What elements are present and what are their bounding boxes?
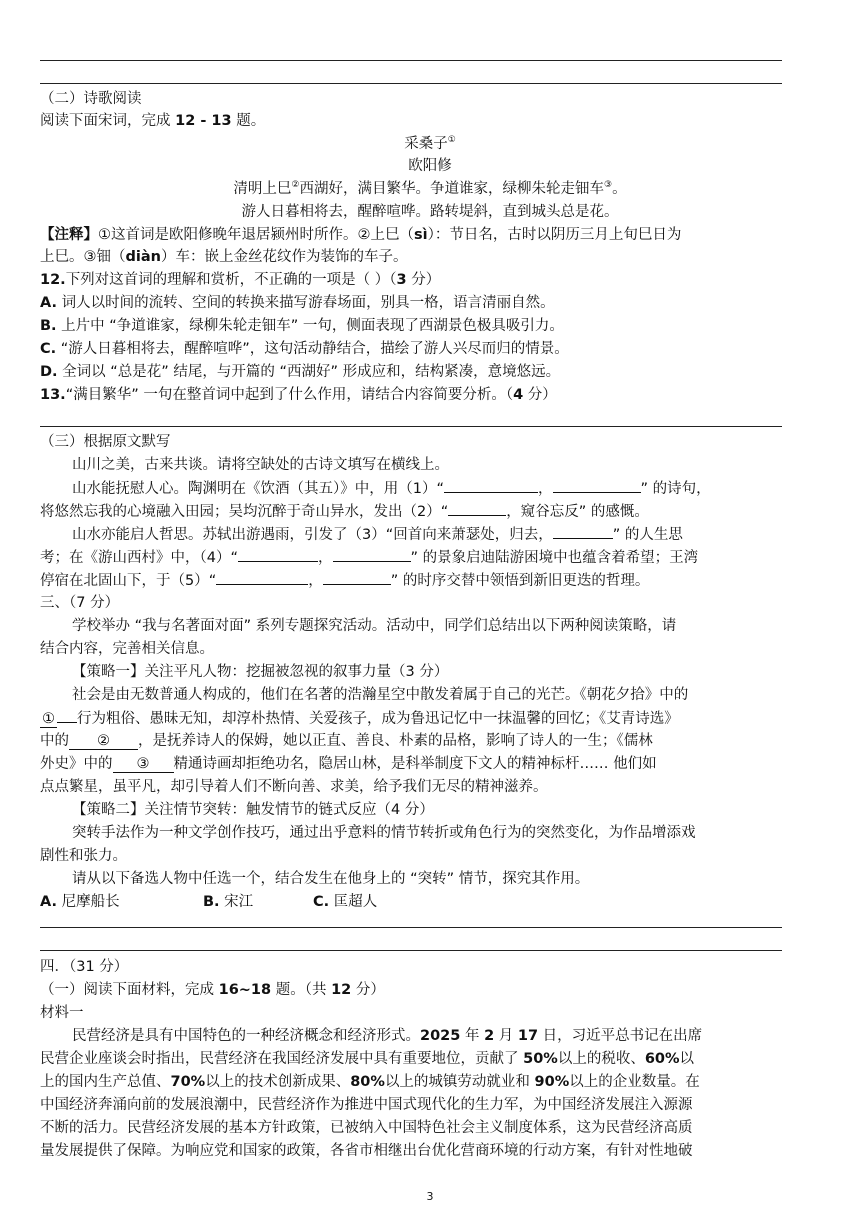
answer-line — [40, 426, 782, 427]
question-12: 12.下列对这首词的理解和赏析，不正确的一项是（ ）（3 分） — [40, 272, 441, 288]
poem-notes-cont: 上巳。③钿（diàn）车：嵌上金丝花纹作为装饰的车子。 — [40, 249, 408, 265]
section-heading-poetry: （二）诗歌阅读 — [40, 91, 142, 107]
recite-line-2: 将悠然忘我的心境融入田园；吴均沉醉于奇山异水，发出（2）“ ，窥谷忘反” 的感慨。 — [40, 500, 820, 523]
fill-blank[interactable] — [323, 569, 391, 585]
material-text: 民营企业座谈会时指出，民营经济在我国经济发展中具有重要地位，贡献了 50%以上的税收、60%以 — [40, 1051, 695, 1067]
strategy-2-text: 突转手法作为一种文学创作技巧，通过出乎意料的情节转折或角色行为的突然变化，为作品增添戏 — [72, 825, 696, 841]
fill-blank-3[interactable]: ③ — [113, 756, 174, 773]
recite-line-4: 考；在《游山西村》中，（4）“ ， ” 的景象启迪陆游困境中也蕴含着希望；王湾 — [40, 546, 820, 569]
strategy-1-text: ① 行为粗俗、愚昧无知，却淳朴热情、关爱孩子，成为鲁迅记忆中一抹温馨的回忆；《艾青诗选》 — [40, 707, 820, 730]
choice-b: B. 宋江 — [203, 894, 254, 910]
material-text: 中国经济奔涌向前的发展浪潮中，民营经济作为推进中国式现代化的生力军，为中国经济发展注入源源 — [40, 1097, 693, 1113]
fill-blank[interactable] — [553, 477, 641, 493]
fill-blank[interactable] — [216, 569, 308, 585]
option-b: B. 上片中 “争道谁家，绿柳朱轮走钿车” 一句，侧面表现了西湖景色极具吸引力。 — [40, 318, 564, 334]
strategy-1-text: 社会是由无数普通人构成的，他们在名著的浩瀚星空中散发着属于自己的光芒。《朝花夕拾》中的 — [72, 687, 689, 703]
part3-intro: 学校举办 “我与名著面对面” 系列专题探究活动。活动中，同学们总结出以下两种阅读策略，请 — [72, 618, 677, 634]
poem-author: 欧阳修 — [408, 158, 452, 174]
recite-line-1: 山水能抚慰人心。陶渊明在《饮酒（其五）》中，用（1）“ ， ” 的诗句， — [72, 477, 820, 500]
answer-line — [40, 927, 782, 928]
page-number: 3 — [426, 1190, 434, 1203]
option-c: C. “游人日暮相将去，醒醉喧哗”，这句活动静结合，描绘了游人兴尽而归的情景。 — [40, 341, 569, 357]
poem-line-1: 清明上巳②西湖好，满目繁华。争道谁家，绿柳朱轮走钿车③。 — [233, 180, 627, 197]
strategy-1-text: 中的 ② ，是抚养诗人的保姆，她以正直、善良、朴素的品格，影响了诗人的一生；《儒林 — [40, 733, 653, 749]
part4-subheading: （一）阅读下面材料，完成 16~18 题。（共 12 分） — [40, 982, 385, 998]
part3-intro-cont: 结合内容，完善相关信息。 — [40, 641, 214, 657]
recite-intro: 山川之美，古来共谈。请将空缺处的古诗文填写在横线上。 — [72, 457, 449, 473]
section-heading-recite: （三）根据原文默写 — [40, 434, 171, 450]
choice-c: C. 匡超人 — [313, 894, 378, 910]
poem-notes: 【注释】①这首词是欧阳修晚年退居颍州时所作。②上巳（sì）：节日名，古时以阴历三月上旬巳日为 — [40, 227, 682, 243]
poetry-instruction: 阅读下面宋词，完成 12 - 13 题。 — [40, 113, 266, 129]
recite-line-3: 山水亦能启人哲思。苏轼出游遇雨，引发了（3）“回首向来萧瑟处，归去， ” 的人生思 — [72, 523, 820, 546]
fill-blank[interactable] — [333, 546, 411, 562]
fill-blank[interactable] — [553, 523, 613, 539]
material-label: 材料一 — [40, 1005, 84, 1021]
part4-heading: 四．（31 分） — [40, 959, 129, 975]
material-text: 量发展提供了保障。为响应党和国家的政策，各省市相继出台优化营商环境的行动方案，有针对性地破 — [40, 1143, 693, 1159]
option-d: D. 全词以 “总是花” 结尾，与开篇的 “西湖好” 形成应和，结构紧凑，意境悠远。 — [40, 364, 561, 380]
fill-blank[interactable] — [448, 500, 506, 516]
poem-title: 采桑子① — [404, 135, 456, 152]
answer-line — [40, 950, 782, 951]
part3-heading: 三、（7 分） — [40, 595, 120, 611]
material-text: 上的国内生产总值、70%以上的技术创新成果、80%以上的城镇劳动就业和 90%以上的企业数量。在 — [40, 1074, 700, 1090]
poem-line-2: 游人日暮相将去，醒醉喧哗。路转堤斜，直到城头总是花。 — [241, 204, 619, 220]
fill-blank-1[interactable]: ① — [42, 711, 55, 727]
strategy-1-text: 点点繁星，虽平凡，却引导着人们不断向善、求美，给予我们无尽的精神滋养。 — [40, 779, 548, 795]
material-text: 不断的活力。民营经济发展的基本方针政策，已被纳入中国特色社会主义制度体系，这为民营经济高质 — [40, 1120, 693, 1136]
fill-blank[interactable] — [238, 546, 318, 562]
answer-line — [40, 60, 782, 61]
strategy-1-text: 外史》中的 ③ 精通诗画却拒绝功名，隐居山林，是科举制度下文人的精神标杆…… 他们如 — [40, 756, 657, 772]
character-choices — [40, 891, 820, 913]
option-a: A. 词人以时间的流转、空间的转换来描写游春场面，别具一格，语言清丽自然。 — [40, 295, 555, 311]
recite-line-5: 停宿在北固山下，于（5）“ ， ” 的时序交替中领悟到新旧更迭的哲理。 — [40, 569, 820, 592]
answer-line — [40, 83, 782, 84]
strategy-2-prompt: 请从以下备选人物中任选一个，结合发生在他身上的 “突转” 情节，探究其作用。 — [72, 871, 590, 887]
strategy-1-title: 【策略一】关注平凡人物：挖掘被忽视的叙事力量（3 分） — [72, 664, 449, 680]
material-text: 民营经济是具有中国特色的一种经济概念和经济形式。2025 年 2 月 17 日，习近平总书记在出席 — [72, 1028, 703, 1044]
fill-blank-2[interactable]: ② — [69, 733, 138, 750]
strategy-2-text: 剧性和张力。 — [40, 848, 127, 864]
strategy-2-title: 【策略二】关注情节突转：触发情节的链式反应（4 分） — [72, 802, 434, 818]
choice-a: A. 尼摩船长 — [40, 894, 120, 910]
fill-blank[interactable] — [444, 477, 538, 493]
question-13: 13.“满目繁华” 一句在整首词中起到了什么作用，请结合内容简要分析。（4 分） — [40, 387, 557, 403]
